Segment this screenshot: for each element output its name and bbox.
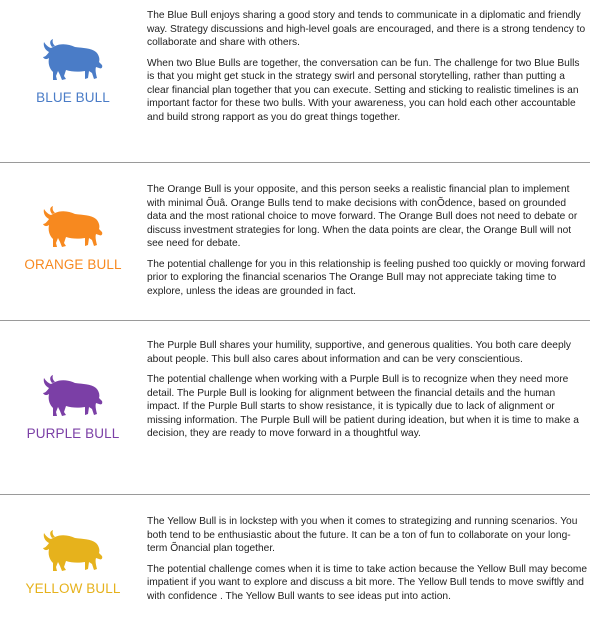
- bull-badge: [0, 529, 146, 596]
- bull-icon: [0, 374, 146, 420]
- paragraph: The potential challenge when working with a Purple Bull is to recognize when they need more detail. The Purple Bull is looking for alignment between the financial details and the human impact. If the Purple Bull starts to show resistance, it is typically due to lack of alignment or missing information. The Purple Bull will be patient during ideation, but when it is time to make a decision, they are ready to move forward in a thoughtful way.: [147, 374, 579, 439]
- bull-icon: [0, 205, 146, 251]
- bull-icon: [0, 38, 146, 84]
- bull-description: [147, 339, 587, 448]
- bull-icon-graphic: [39, 529, 107, 575]
- bull-badge: [0, 374, 146, 441]
- bull-name: ORANGE BULL: [24, 257, 122, 272]
- bull-section-yellow: [0, 495, 590, 637]
- bull-badge: [0, 38, 146, 105]
- bull-description: [147, 9, 587, 131]
- bull-icon-graphic: [39, 374, 107, 420]
- paragraph: The potential challenge for you in this relationship is feeling pushed too quickly or moving forward prior to exploring the financial scenarios The Orange Bull may not appreciate taking time to explore, unless the ideas are grounded in fact.: [147, 258, 586, 297]
- paragraph: The Yellow Bull is in lockstep with you when it comes to strategizing and running scenarios. You both tend to be enthusiastic about the future. It can be a ton of fun to collaborate on your long-term Õnancial plan together.: [147, 516, 578, 554]
- bull-name: BLUE BULL: [36, 90, 110, 105]
- paragraph: The Purple Bull shares your humility, supportive, and generous qualities. You both care deeply about people. This bull also cares about information and can be very conscientious.: [147, 340, 571, 365]
- paragraph: The Orange Bull is your opposite, and this person seeks a realistic financial plan to implement with minimal Õuâ. Orange Bulls tend to make decisions with conÕdence, based on grounded data and the most rational choice to move forward. The Orange Bull does not need to debate or discuss investment strategies for long. When the data points are clear, the Orange Bull will not see need for debate.: [147, 184, 578, 249]
- paragraph: When two Blue Bulls are together, the conversation can be fun. The challenge for two Blue Bulls is that you might get stuck in the strategy swirl and personal storytelling, rather than putting a clear financial plan together that you can execute. Setting and sticking to realistic timelines is an important factor for these two bulls. With your awareness, you can hold each other accountable and build strong rapport as you do great things together.: [147, 57, 580, 123]
- paragraph: The potential challenge comes when it is time to take action because the Yellow Bull may become impatient if you want to explore and discuss a bit more. The Yellow Bull tends to move swiftly and with confidence . The Yellow Bull wants to see ideas put into action.: [147, 563, 588, 602]
- bull-section-purple: [0, 321, 590, 494]
- bull-icon-graphic: [39, 205, 107, 251]
- bull-badge: [0, 205, 146, 272]
- bull-section-orange: [0, 163, 590, 320]
- paragraph: The Blue Bull enjoys sharing a good story and tends to communicate in a diplomatic and friendly way. Strategy discussions and high-level goals are encouraged, and there is a strong tendency to collaborate and share with others.: [147, 10, 586, 48]
- bull-description: [147, 183, 587, 305]
- bull-icon-graphic: [39, 38, 107, 84]
- bull-section-blue: [0, 0, 590, 162]
- bull-icon: [0, 529, 146, 575]
- bull-name: YELLOW BULL: [25, 581, 121, 596]
- bull-description: [147, 515, 587, 610]
- bull-name: PURPLE BULL: [26, 426, 120, 441]
